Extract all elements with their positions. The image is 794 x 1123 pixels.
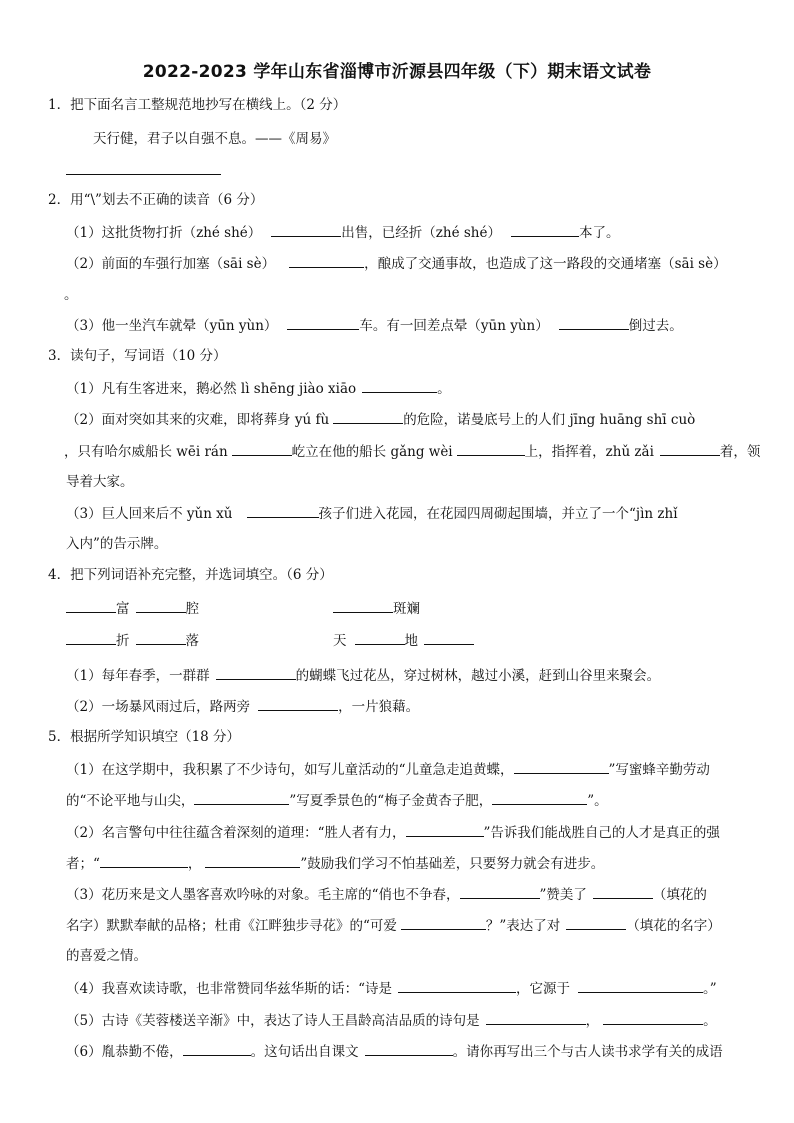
text-segment: （2）前面的车强行加塞（sāi sè） — [66, 256, 276, 272]
answer-blank[interactable] — [660, 441, 720, 456]
text-segment: 。 — [437, 381, 451, 397]
word: 天 — [333, 633, 347, 649]
word: 腔 — [185, 601, 199, 617]
q3-sentence-3-end: 入内”的告示牌。 — [66, 536, 168, 552]
answer-blank[interactable] — [492, 790, 587, 805]
text-segment: 的“不论平地与山尖， — [66, 793, 195, 809]
answer-blank[interactable] — [100, 853, 188, 868]
q3-sentence-1 — [66, 378, 451, 398]
q5-sentence-1-cont — [66, 790, 608, 810]
text-segment: 。请你再写出三个与古人读书求学有关的成语 — [452, 1044, 723, 1060]
text-segment: 。 — [703, 1013, 717, 1029]
answer-blank[interactable] — [424, 630, 474, 645]
answer-blank[interactable] — [514, 759, 609, 774]
text-segment: ，只有哈尔威船长 wēi rán — [64, 444, 228, 460]
text-segment: 倒过去。 — [628, 318, 683, 334]
answer-blank[interactable] — [136, 598, 186, 613]
answer-blank[interactable] — [355, 630, 405, 645]
q3-sentence-2-end: 导着大家。 — [66, 474, 134, 490]
q4-sentence-1 — [66, 665, 660, 685]
page-title: 2022-2023 学年山东省淄博市沂源县四年级（下）期末语文试卷 — [142, 62, 652, 82]
text-segment: ， — [187, 856, 202, 872]
text-segment: ”赞美了 — [539, 887, 587, 903]
answer-blank[interactable] — [216, 665, 296, 680]
q2-sentence-3 — [66, 315, 683, 335]
q4-words-row-2 — [66, 630, 199, 650]
text-segment: （填花的名字） — [626, 918, 721, 934]
answer-blank[interactable] — [365, 1041, 453, 1056]
q5-sentence-3-end: 的喜爱之情。 — [66, 948, 147, 964]
q3-sentence-3 — [66, 503, 678, 523]
answer-blank[interactable] — [401, 915, 486, 930]
q4-stem: 4．把下列词语补充完整，并选词填空。（6 分） — [48, 567, 333, 583]
answer-blank[interactable] — [205, 853, 300, 868]
text-segment: ”写蜜蜂辛勤劳动 — [608, 762, 710, 778]
q1-quote: 天行健，君子以自强不息。——《周易》 — [93, 131, 336, 147]
text-segment: （5）古诗《芙蓉楼送辛渐》中，表达了诗人王昌龄高洁品质的诗句是 — [66, 1013, 480, 1029]
answer-blank[interactable] — [566, 915, 626, 930]
answer-blank[interactable] — [258, 696, 338, 711]
text-segment: （4）我喜欢读诗歌，也非常赞同华兹华斯的话：“诗是 — [66, 981, 392, 997]
word: 折 — [116, 633, 130, 649]
answer-blank[interactable] — [578, 978, 703, 993]
text-segment: ”。 — [587, 793, 608, 809]
q4-word-3 — [333, 598, 420, 618]
text-segment: 孩子们进入花园，在花园四周砌起围墙，并立了一个“jìn zhǐ — [318, 506, 678, 522]
answer-blank[interactable] — [511, 222, 579, 237]
q4-word-tiandi — [333, 630, 474, 650]
answer-blank[interactable] — [457, 441, 525, 456]
answer-blank[interactable] — [333, 598, 393, 613]
text-segment: （2）一场暴风雨过后，路两旁 — [66, 699, 251, 715]
word: 地 — [404, 633, 418, 649]
answer-blank[interactable] — [232, 441, 292, 456]
q5-sentence-6 — [66, 1041, 723, 1061]
text-segment: 名字）默默奉献的品格；杜甫《江畔独步寻花》的“可爱 — [66, 918, 397, 934]
text-segment: 本了。 — [579, 225, 620, 241]
q5-sentence-5 — [66, 1010, 717, 1030]
text-segment: （3）他一坐汽车就晕（yūn yùn） — [66, 318, 278, 334]
text-segment: （1）每年春季，一群群 — [66, 668, 210, 684]
q3-stem: 3．读句子，写词语（10 分） — [48, 348, 227, 364]
text-segment: （1）在这学期中，我积累了不少诗句，如写儿童活动的“儿童急走追黄蝶， — [66, 762, 514, 778]
text-segment: ，它源于 — [516, 981, 570, 997]
answer-blank[interactable] — [183, 1041, 251, 1056]
answer-blank[interactable] — [136, 630, 186, 645]
q4-sentence-2 — [66, 696, 419, 716]
text-segment: 屹立在他的船长 gǎng wèi — [291, 444, 453, 460]
text-segment: ，酿成了交通事故，也造成了这一路段的交通堵塞（sāi sè） — [364, 256, 727, 272]
answer-blank[interactable] — [406, 822, 484, 837]
answer-blank[interactable] — [247, 503, 319, 518]
text-segment: ，一片狼藉。 — [338, 699, 420, 715]
answer-blank[interactable] — [593, 884, 653, 899]
text-segment: （2）面对突如其来的灾难，即将葬身 yú fù — [66, 412, 330, 428]
answer-blank[interactable] — [66, 630, 116, 645]
q5-sentence-2-cont — [66, 853, 604, 873]
answer-blank[interactable] — [66, 598, 116, 613]
word: 富 — [116, 601, 130, 617]
q1-stem: 1．把下面名言工整规范地抄写在横线上。（2 分） — [48, 97, 347, 113]
text-segment: （1）凡有生客进来，鹅必然 lì shēng jiào xiāo — [66, 381, 357, 397]
q2-sentence-2-end: 。 — [64, 287, 78, 303]
text-segment: ？”表达了对 — [485, 918, 561, 934]
answer-blank[interactable] — [486, 1010, 586, 1025]
answer-blank[interactable] — [194, 790, 289, 805]
q5-stem: 5．根据所学知识填空（18 分） — [48, 729, 241, 745]
text-segment: 的危险，诺曼底号上的人们 jīng huāng shī cuò — [403, 412, 696, 428]
answer-blank[interactable] — [398, 978, 516, 993]
q2-sentence-1 — [66, 222, 620, 242]
word: 斑斓 — [393, 601, 420, 617]
text-segment: 车。有一回差点晕（yūn yùn） — [359, 318, 549, 334]
q2-stem: 2．用“\”划去不正确的读音（6 分） — [48, 192, 264, 208]
text-segment: 出售，已经折（zhé shé） — [341, 225, 501, 241]
q5-sentence-4 — [66, 978, 717, 998]
text-segment: （2）名言警句中往往蕴含着深刻的道理：“胜人者有力， — [66, 825, 406, 841]
q2-sentence-2 — [66, 253, 727, 273]
text-segment: 着，领 — [719, 444, 761, 460]
text-segment: 的蝴蝶飞过花丛，穿过树林，越过小溪，赶到山谷里来聚会。 — [295, 668, 661, 684]
answer-blank[interactable] — [271, 222, 341, 237]
q5-sentence-1 — [66, 759, 710, 779]
q5-sentence-2 — [66, 822, 720, 842]
text-segment: （3）花历来是文人墨客喜欢吟咏的对象。毛主席的“俏也不争春， — [66, 887, 460, 903]
text-segment: 。” — [703, 981, 717, 997]
text-segment: （3）巨人回来后不 yǔn xǔ — [66, 506, 233, 522]
text-segment: ”鼓励我们学习不怕基础差，只要努力就会有进步。 — [300, 856, 605, 872]
text-segment: ， — [585, 1013, 600, 1029]
word: 落 — [185, 633, 199, 649]
text-segment: 。这句话出自课文 — [250, 1044, 359, 1060]
answer-blank[interactable] — [460, 884, 540, 899]
answer-blank[interactable] — [603, 1010, 703, 1025]
text-segment: 上，指挥着，zhǔ zǎi — [524, 444, 654, 460]
text-segment: （6）胤恭勤不倦， — [66, 1044, 183, 1060]
q5-sentence-3-cont — [66, 915, 721, 935]
q4-words-row-1 — [66, 598, 199, 618]
answer-blank[interactable] — [66, 160, 221, 175]
q3-sentence-2 — [66, 409, 695, 429]
answer-blank[interactable] — [287, 315, 359, 330]
answer-blank[interactable] — [559, 315, 629, 330]
text-segment: 者；“ — [66, 856, 100, 872]
answer-blank[interactable] — [289, 253, 364, 268]
q1-answer-line[interactable] — [66, 160, 221, 180]
text-segment: ”写夏季景色的“梅子金黄杏子肥， — [289, 793, 493, 809]
text-segment: （填花的 — [652, 887, 707, 903]
answer-blank[interactable] — [362, 378, 437, 393]
q5-sentence-3 — [66, 884, 707, 904]
q3-sentence-2-cont — [64, 441, 760, 461]
text-segment: ”告诉我们能战胜自己的人才是真正的强 — [483, 825, 720, 841]
text-segment: （1）这批货物打折（zhé shé） — [66, 225, 262, 241]
answer-blank[interactable] — [333, 409, 403, 424]
